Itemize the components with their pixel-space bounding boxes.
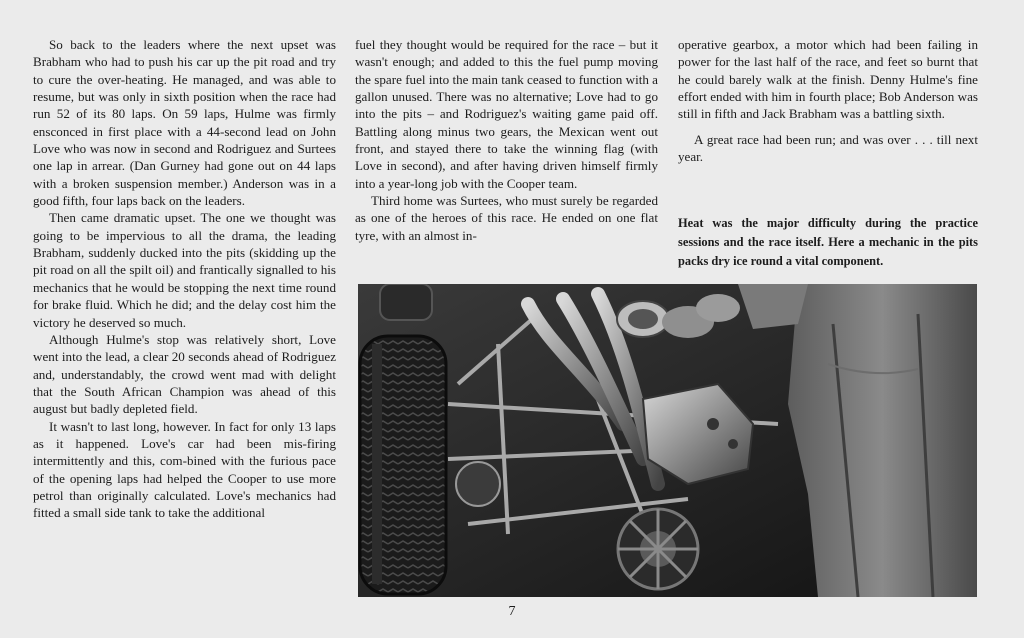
page-number: 7 [508, 604, 516, 619]
paragraph: Third home was Surtees, who must surely be regarded as one of the heroes of this race. He ended on one flat tyre, with an almost in- [355, 193, 658, 243]
text-column-2 [355, 36, 658, 244]
text-column-3 [678, 36, 978, 165]
paragraph: So back to the leaders where the next upset was Brabham who had to push his car up the pit road and try to cure the over-heating. He managed, and was able to resume, but was only in sixth position when the race had run 52 of its 80 laps. On 59 laps, Hulme was firmly ensconced in first place with a 44-second lead on John Love who was now in second and Rodriguez and Surtees one lap in arrear. (Dan Gurney had gone out on 44 laps with a broken suspension member.) Anderson was in a good fifth, four laps back on the leaders. [33, 37, 336, 209]
paragraph: Although Hulme's stop was relatively short, Love went into the lead, a clear 20 seconds ahead of Rodriguez and, understandably, the crowd went mad with delight that the South African Champion was ahead of this august but badly depleted field. [33, 331, 336, 417]
paragraph-continued: operative gearbox, a motor which had been failing in power for the last half of the race, and feet so burnt that he could barely walk at the finish. Denny Hulme's fine effort ended with him in fourth place; Bob Anderson was still in fifth and Jack Brabham was a battling sixth. [678, 37, 978, 122]
paragraph: It wasn't to last long, however. In fact for only 13 laps as it happened. Love's car had been mis-firing intermittently and this, com-bined with the furious pace of the opening laps had helped the Cooper to use more petrol than originally calculated. Love's mechanics had fitted a small side tank to take the additional [33, 418, 336, 521]
paragraph: A great race had been run; and was over . . . till next year. [678, 131, 978, 165]
paragraph: Then came dramatic upset. The one we thought was going to be impervious to all the drama, the leading Brabham, suddenly ducked into the pits (skidding up the pit road on all the spilt oil) and frantically signalled to his mechanics that he would be stopping the next time round for brake fluid. Which he did; and the delay cost him the victory he deserved so much. [33, 210, 336, 330]
engine-photo-illustration [358, 284, 977, 597]
photo-caption: Heat was the major difficulty during the practice sessions and the race itself. Here a mechanic in the pits packs dry ice round a vital component. [678, 216, 978, 268]
race-car-engine-photo [358, 284, 977, 597]
paragraph-continued: fuel they thought would be required for the race – but it wasn't enough; and added to this the fuel pump moving the spare fuel into the main tank ceased to function with a gallon unused. There was no alternative; Love had to go into the pits – and Rodriguez's waiting game paid off. Battling along minus two gears, the Mexican went out front, and stayed there to take the winning flag (with Love in second), and after having driven himself firmly into a year-long job with the Cooper team. [355, 37, 658, 191]
text-column-1 [33, 36, 336, 522]
